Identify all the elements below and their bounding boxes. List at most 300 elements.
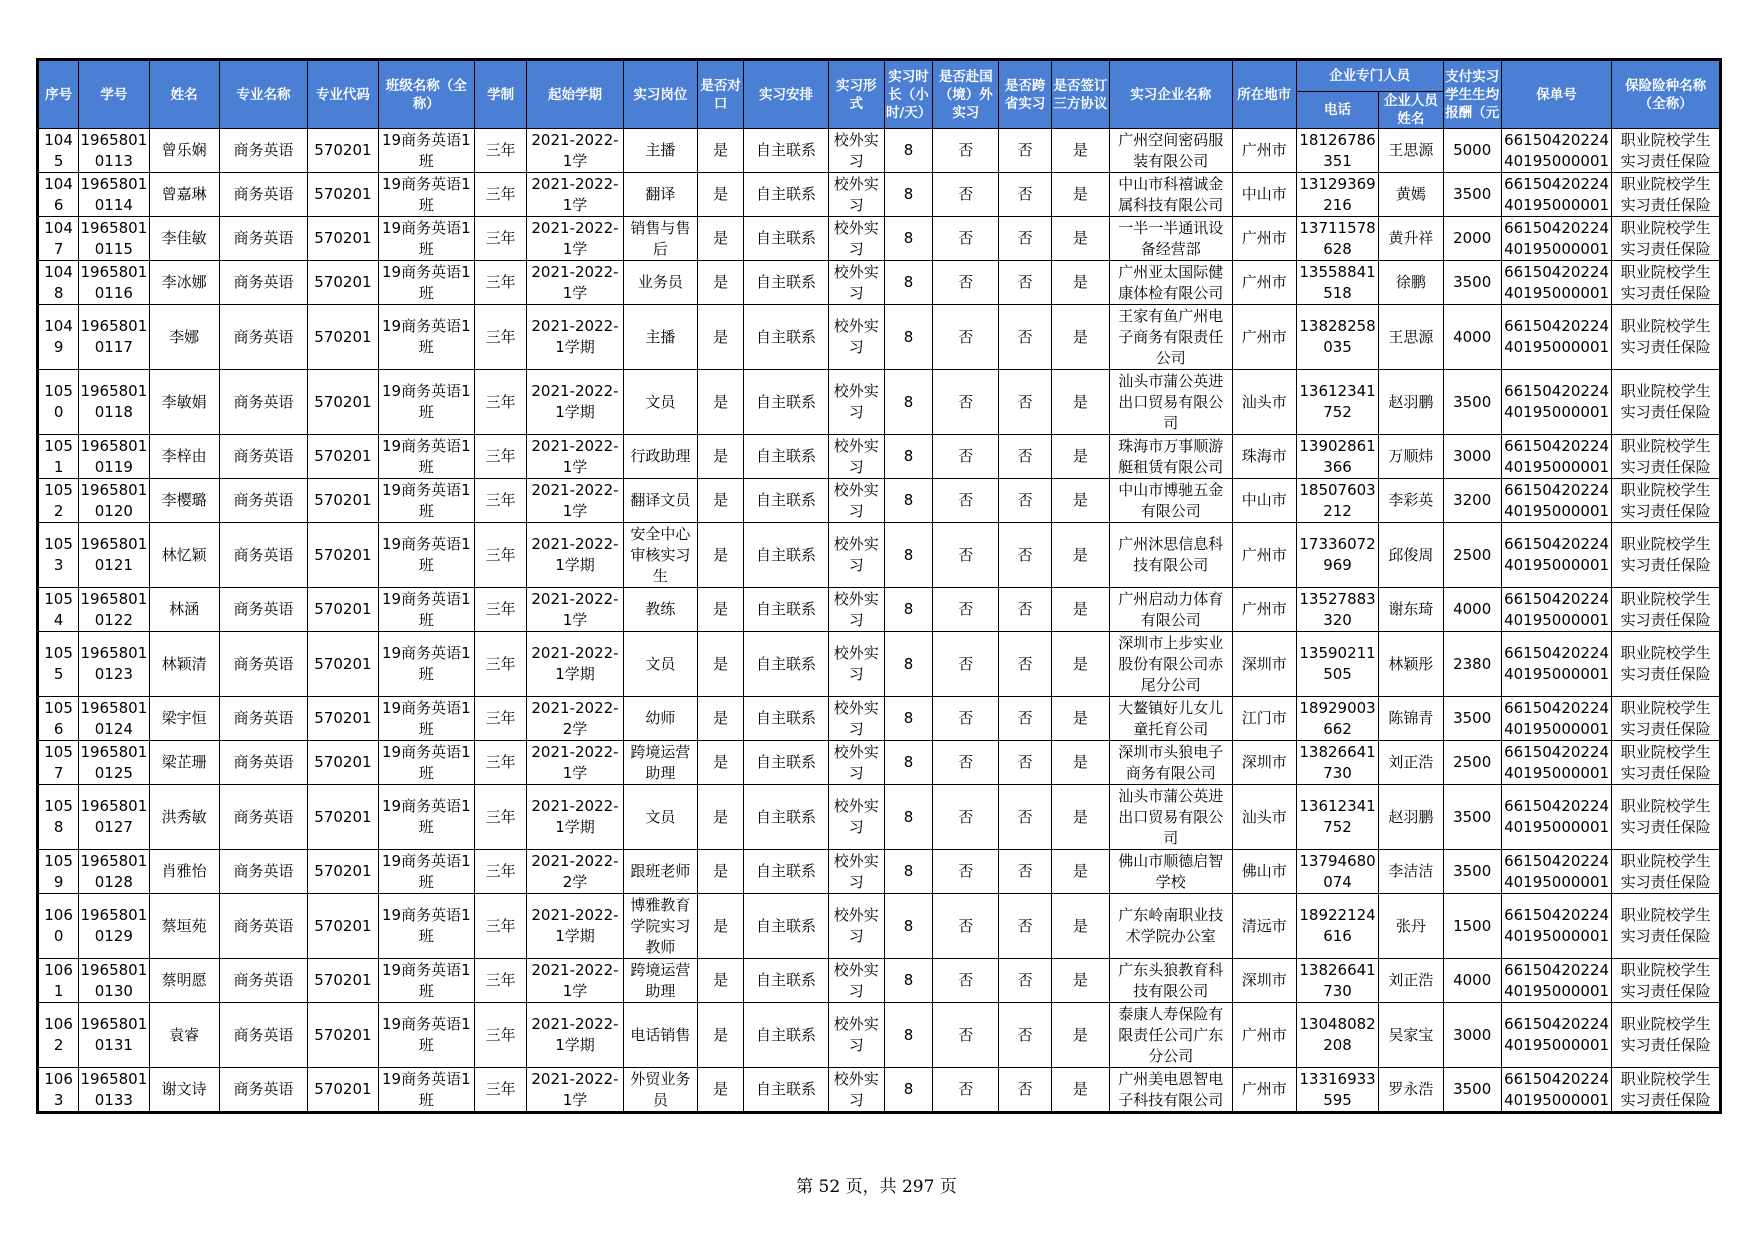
- cell-company: 一半一半通讯设备经营部: [1109, 217, 1232, 261]
- cell-class-name: 19商务英语1班: [378, 850, 474, 894]
- cell-start-term: 2021-2022-1学期: [527, 370, 623, 435]
- table-row: [39, 370, 1720, 435]
- cell-class-name: 19商务英语1班: [378, 523, 474, 588]
- header-row-1: [39, 61, 1720, 92]
- cell-matched: 是: [698, 261, 744, 305]
- cell-start-term: 2021-2022-1学期: [527, 1003, 623, 1068]
- cell-matched: 是: [698, 129, 744, 173]
- cell-insurance: 职业院校学生实习责任保险: [1612, 697, 1720, 741]
- cell-duration: 三年: [475, 632, 527, 697]
- cell-cross-province: 否: [999, 523, 1051, 588]
- cell-arrangement: 自主联系: [744, 588, 828, 632]
- cell-major-code: 570201: [308, 697, 378, 741]
- cell-name: 林忆颖: [149, 523, 219, 588]
- cell-city: 广州市: [1232, 1068, 1296, 1112]
- cell-seq: 1049: [39, 305, 79, 370]
- cell-tripartite: 是: [1051, 435, 1109, 479]
- cell-student-id: 19658010127: [79, 785, 149, 850]
- cell-abroad: 否: [933, 785, 999, 850]
- cell-position: 幼师: [623, 697, 697, 741]
- header-city: 所在地市: [1232, 61, 1296, 129]
- cell-hours: 8: [884, 697, 932, 741]
- cell-major-code: 570201: [308, 173, 378, 217]
- cell-policy-no: 6615042022440195000001: [1501, 697, 1612, 741]
- cell-matched: 是: [698, 173, 744, 217]
- cell-start-term: 2021-2022-1学: [527, 217, 623, 261]
- cell-class-name: 19商务英语1班: [378, 588, 474, 632]
- cell-policy-no: 6615042022440195000001: [1501, 959, 1612, 1003]
- cell-arrangement: 自主联系: [744, 785, 828, 850]
- header-company: 实习企业名称: [1109, 61, 1232, 129]
- cell-major-code: 570201: [308, 217, 378, 261]
- cell-duration: 三年: [475, 523, 527, 588]
- cell-cross-province: 否: [999, 173, 1051, 217]
- table-row: [39, 129, 1720, 173]
- cell-arrangement: 自主联系: [744, 217, 828, 261]
- cell-start-term: 2021-2022-1学: [527, 741, 623, 785]
- cell-class-name: 19商务英语1班: [378, 370, 474, 435]
- cell-arrangement: 自主联系: [744, 1003, 828, 1068]
- cell-hours: 8: [884, 435, 932, 479]
- cell-staff-name: 陈锦青: [1379, 697, 1443, 741]
- cell-seq: 1060: [39, 894, 79, 959]
- header-name: 姓名: [149, 61, 219, 129]
- cell-arrangement: 自主联系: [744, 370, 828, 435]
- cell-tripartite: 是: [1051, 785, 1109, 850]
- cell-staff-name: 王思源: [1379, 305, 1443, 370]
- cell-duration: 三年: [475, 1003, 527, 1068]
- cell-policy-no: 6615042022440195000001: [1501, 588, 1612, 632]
- cell-start-term: 2021-2022-1学: [527, 173, 623, 217]
- cell-company: 佛山市顺德启智学校: [1109, 850, 1232, 894]
- cell-arrangement: 自主联系: [744, 741, 828, 785]
- cell-phone: 13826641730: [1296, 959, 1378, 1003]
- cell-abroad: 否: [933, 1003, 999, 1068]
- cell-policy-no: 6615042022440195000001: [1501, 305, 1612, 370]
- cell-tripartite: 是: [1051, 261, 1109, 305]
- cell-start-term: 2021-2022-2学: [527, 697, 623, 741]
- cell-abroad: 否: [933, 261, 999, 305]
- header-abroad: 是否赴国（境）外实习: [933, 61, 999, 129]
- cell-seq: 1050: [39, 370, 79, 435]
- cell-name: 李佳敏: [149, 217, 219, 261]
- cell-student-id: 19658010121: [79, 523, 149, 588]
- cell-abroad: 否: [933, 741, 999, 785]
- table-row: [39, 217, 1720, 261]
- cell-major-code: 570201: [308, 850, 378, 894]
- header-duration: 学制: [475, 61, 527, 129]
- cell-tripartite: 是: [1051, 1003, 1109, 1068]
- cell-major: 商务英语: [219, 173, 307, 217]
- cell-student-id: 19658010117: [79, 305, 149, 370]
- table-row: [39, 523, 1720, 588]
- cell-policy-no: 6615042022440195000001: [1501, 479, 1612, 523]
- cell-city: 广州市: [1232, 261, 1296, 305]
- cell-matched: 是: [698, 370, 744, 435]
- cell-class-name: 19商务英语1班: [378, 741, 474, 785]
- cell-abroad: 否: [933, 894, 999, 959]
- cell-class-name: 19商务英语1班: [378, 435, 474, 479]
- cell-matched: 是: [698, 959, 744, 1003]
- table-row: [39, 894, 1720, 959]
- cell-insurance: 职业院校学生实习责任保险: [1612, 305, 1720, 370]
- cell-company: 泰康人寿保险有限责任公司广东分公司: [1109, 1003, 1232, 1068]
- header-policy-no: 保单号: [1501, 61, 1612, 129]
- cell-duration: 三年: [475, 959, 527, 1003]
- cell-policy-no: 6615042022440195000001: [1501, 173, 1612, 217]
- cell-matched: 是: [698, 305, 744, 370]
- cell-seq: 1057: [39, 741, 79, 785]
- cell-cross-province: 否: [999, 785, 1051, 850]
- cell-arrangement: 自主联系: [744, 632, 828, 697]
- cell-start-term: 2021-2022-1学: [527, 959, 623, 1003]
- cell-name: 林颖清: [149, 632, 219, 697]
- cell-seq: 1056: [39, 697, 79, 741]
- cell-hours: 8: [884, 1068, 932, 1112]
- cell-policy-no: 6615042022440195000001: [1501, 741, 1612, 785]
- cell-hours: 8: [884, 850, 932, 894]
- cell-duration: 三年: [475, 741, 527, 785]
- cell-insurance: 职业院校学生实习责任保险: [1612, 850, 1720, 894]
- table-row: [39, 850, 1720, 894]
- cell-insurance: 职业院校学生实习责任保险: [1612, 894, 1720, 959]
- cell-name: 蔡垣苑: [149, 894, 219, 959]
- cell-form: 校外实习: [828, 1068, 884, 1112]
- cell-name: 曾乐娴: [149, 129, 219, 173]
- cell-cross-province: 否: [999, 894, 1051, 959]
- cell-cross-province: 否: [999, 217, 1051, 261]
- cell-hours: 8: [884, 785, 932, 850]
- cell-student-id: 19658010114: [79, 173, 149, 217]
- cell-student-id: 19658010123: [79, 632, 149, 697]
- cell-matched: 是: [698, 479, 744, 523]
- internship-table-container: [36, 58, 1722, 1114]
- header-hours: 实习时长（小时/天）: [884, 61, 932, 129]
- cell-arrangement: 自主联系: [744, 305, 828, 370]
- cell-pay: 2000: [1443, 217, 1501, 261]
- header-pay: 支付实习学生生均报酬（元: [1443, 61, 1501, 129]
- cell-tripartite: 是: [1051, 959, 1109, 1003]
- cell-student-id: 19658010116: [79, 261, 149, 305]
- cell-pay: 3500: [1443, 261, 1501, 305]
- cell-major-code: 570201: [308, 261, 378, 305]
- cell-policy-no: 6615042022440195000001: [1501, 370, 1612, 435]
- cell-position: 跨境运营助理: [623, 959, 697, 1003]
- table-row: [39, 632, 1720, 697]
- cell-matched: 是: [698, 435, 744, 479]
- cell-seq: 1046: [39, 173, 79, 217]
- cell-insurance: 职业院校学生实习责任保险: [1612, 523, 1720, 588]
- cell-matched: 是: [698, 741, 744, 785]
- cell-abroad: 否: [933, 435, 999, 479]
- table-row: [39, 261, 1720, 305]
- cell-insurance: 职业院校学生实习责任保险: [1612, 959, 1720, 1003]
- cell-cross-province: 否: [999, 261, 1051, 305]
- cell-abroad: 否: [933, 217, 999, 261]
- cell-arrangement: 自主联系: [744, 173, 828, 217]
- cell-matched: 是: [698, 697, 744, 741]
- cell-position: 文员: [623, 632, 697, 697]
- cell-matched: 是: [698, 894, 744, 959]
- cell-class-name: 19商务英语1班: [378, 1003, 474, 1068]
- cell-company: 中山市博驰五金有限公司: [1109, 479, 1232, 523]
- cell-cross-province: 否: [999, 370, 1051, 435]
- cell-tripartite: 是: [1051, 173, 1109, 217]
- cell-student-id: 19658010131: [79, 1003, 149, 1068]
- cell-city: 广州市: [1232, 129, 1296, 173]
- cell-name: 李敏娟: [149, 370, 219, 435]
- cell-tripartite: 是: [1051, 523, 1109, 588]
- table-row: [39, 741, 1720, 785]
- cell-policy-no: 6615042022440195000001: [1501, 435, 1612, 479]
- cell-duration: 三年: [475, 173, 527, 217]
- cell-city: 中山市: [1232, 173, 1296, 217]
- header-phone: 电话: [1296, 92, 1378, 129]
- cell-tripartite: 是: [1051, 632, 1109, 697]
- cell-start-term: 2021-2022-1学: [527, 588, 623, 632]
- cell-start-term: 2021-2022-1学期: [527, 523, 623, 588]
- cell-hours: 8: [884, 588, 932, 632]
- cell-phone: 13316933595: [1296, 1068, 1378, 1112]
- cell-matched: 是: [698, 523, 744, 588]
- cell-name: 曾嘉琳: [149, 173, 219, 217]
- cell-abroad: 否: [933, 697, 999, 741]
- cell-pay: 3500: [1443, 173, 1501, 217]
- cell-phone: 13612341752: [1296, 370, 1378, 435]
- cell-city: 广州市: [1232, 523, 1296, 588]
- cell-position: 博雅教育学院实习教师: [623, 894, 697, 959]
- header-tripartite: 是否签订三方协议: [1051, 61, 1109, 129]
- cell-major-code: 570201: [308, 959, 378, 1003]
- cell-company: 汕头市蒲公英进出口贸易有限公司: [1109, 785, 1232, 850]
- cell-class-name: 19商务英语1班: [378, 261, 474, 305]
- cell-cross-province: 否: [999, 632, 1051, 697]
- cell-matched: 是: [698, 850, 744, 894]
- cell-phone: 13902861366: [1296, 435, 1378, 479]
- cell-staff-name: 张丹: [1379, 894, 1443, 959]
- cell-student-id: 19658010128: [79, 850, 149, 894]
- cell-name: 袁睿: [149, 1003, 219, 1068]
- cell-major-code: 570201: [308, 1003, 378, 1068]
- cell-duration: 三年: [475, 588, 527, 632]
- cell-pay: 3500: [1443, 850, 1501, 894]
- cell-hours: 8: [884, 1003, 932, 1068]
- cell-phone: 18922124616: [1296, 894, 1378, 959]
- cell-staff-name: 吴家宝: [1379, 1003, 1443, 1068]
- cell-cross-province: 否: [999, 959, 1051, 1003]
- cell-city: 珠海市: [1232, 435, 1296, 479]
- cell-company: 广州美电恩智电子科技有限公司: [1109, 1068, 1232, 1112]
- cell-city: 广州市: [1232, 217, 1296, 261]
- cell-arrangement: 自主联系: [744, 129, 828, 173]
- cell-abroad: 否: [933, 370, 999, 435]
- cell-start-term: 2021-2022-1学: [527, 129, 623, 173]
- cell-duration: 三年: [475, 305, 527, 370]
- cell-seq: 1055: [39, 632, 79, 697]
- cell-position: 翻译文员: [623, 479, 697, 523]
- cell-start-term: 2021-2022-1学期: [527, 785, 623, 850]
- cell-form: 校外实习: [828, 959, 884, 1003]
- cell-tripartite: 是: [1051, 479, 1109, 523]
- table-row: [39, 173, 1720, 217]
- cell-company: 深圳市上步实业股份有限公司赤尾分公司: [1109, 632, 1232, 697]
- cell-matched: 是: [698, 217, 744, 261]
- cell-cross-province: 否: [999, 435, 1051, 479]
- cell-name: 李樱璐: [149, 479, 219, 523]
- cell-staff-name: 林颖彤: [1379, 632, 1443, 697]
- cell-position: 外贸业务员: [623, 1068, 697, 1112]
- cell-phone: 13828258035: [1296, 305, 1378, 370]
- cell-pay: 3500: [1443, 370, 1501, 435]
- cell-position: 文员: [623, 370, 697, 435]
- table-row: [39, 479, 1720, 523]
- cell-major-code: 570201: [308, 1068, 378, 1112]
- cell-major: 商务英语: [219, 370, 307, 435]
- cell-hours: 8: [884, 217, 932, 261]
- cell-hours: 8: [884, 479, 932, 523]
- header-seq: 序号: [39, 61, 79, 129]
- cell-tripartite: 是: [1051, 305, 1109, 370]
- cell-form: 校外实习: [828, 217, 884, 261]
- cell-staff-name: 赵羽鹏: [1379, 370, 1443, 435]
- cell-pay: 2500: [1443, 741, 1501, 785]
- cell-policy-no: 6615042022440195000001: [1501, 217, 1612, 261]
- cell-insurance: 职业院校学生实习责任保险: [1612, 588, 1720, 632]
- cell-cross-province: 否: [999, 741, 1051, 785]
- cell-tripartite: 是: [1051, 894, 1109, 959]
- cell-cross-province: 否: [999, 479, 1051, 523]
- cell-hours: 8: [884, 741, 932, 785]
- cell-duration: 三年: [475, 435, 527, 479]
- cell-staff-name: 罗永浩: [1379, 1068, 1443, 1112]
- table-row: [39, 785, 1720, 850]
- cell-arrangement: 自主联系: [744, 697, 828, 741]
- cell-name: 李冰娜: [149, 261, 219, 305]
- cell-phone: 18507603212: [1296, 479, 1378, 523]
- cell-duration: 三年: [475, 217, 527, 261]
- cell-cross-province: 否: [999, 1003, 1051, 1068]
- cell-duration: 三年: [475, 850, 527, 894]
- cell-policy-no: 6615042022440195000001: [1501, 850, 1612, 894]
- table-row: [39, 1068, 1720, 1112]
- header-staff-name: 企业人员姓名: [1379, 92, 1443, 129]
- cell-student-id: 19658010113: [79, 129, 149, 173]
- cell-insurance: 职业院校学生实习责任保险: [1612, 261, 1720, 305]
- cell-phone: 17336072969: [1296, 523, 1378, 588]
- cell-class-name: 19商务英语1班: [378, 959, 474, 1003]
- cell-insurance: 职业院校学生实习责任保险: [1612, 217, 1720, 261]
- cell-tripartite: 是: [1051, 129, 1109, 173]
- cell-staff-name: 邱俊周: [1379, 523, 1443, 588]
- cell-form: 校外实习: [828, 894, 884, 959]
- table-row: [39, 435, 1720, 479]
- cell-form: 校外实习: [828, 697, 884, 741]
- cell-student-id: 19658010124: [79, 697, 149, 741]
- cell-tripartite: 是: [1051, 850, 1109, 894]
- cell-name: 梁宇恒: [149, 697, 219, 741]
- cell-city: 汕头市: [1232, 370, 1296, 435]
- cell-policy-no: 6615042022440195000001: [1501, 894, 1612, 959]
- cell-name: 肖雅怡: [149, 850, 219, 894]
- cell-insurance: 职业院校学生实习责任保险: [1612, 1003, 1720, 1068]
- cell-position: 文员: [623, 785, 697, 850]
- cell-start-term: 2021-2022-1学期: [527, 632, 623, 697]
- cell-hours: 8: [884, 305, 932, 370]
- cell-form: 校外实习: [828, 741, 884, 785]
- cell-major-code: 570201: [308, 632, 378, 697]
- cell-duration: 三年: [475, 697, 527, 741]
- cell-phone: 13612341752: [1296, 785, 1378, 850]
- cell-start-term: 2021-2022-1学期: [527, 894, 623, 959]
- cell-staff-name: 赵羽鹏: [1379, 785, 1443, 850]
- header-form: 实习形式: [828, 61, 884, 129]
- cell-position: 业务员: [623, 261, 697, 305]
- cell-staff-name: 李洁洁: [1379, 850, 1443, 894]
- cell-policy-no: 6615042022440195000001: [1501, 632, 1612, 697]
- cell-insurance: 职业院校学生实习责任保险: [1612, 479, 1720, 523]
- cell-insurance: 职业院校学生实习责任保险: [1612, 129, 1720, 173]
- cell-city: 深圳市: [1232, 959, 1296, 1003]
- cell-form: 校外实习: [828, 523, 884, 588]
- cell-abroad: 否: [933, 1068, 999, 1112]
- header-start-term: 起始学期: [527, 61, 623, 129]
- cell-form: 校外实习: [828, 785, 884, 850]
- cell-pay: 4000: [1443, 588, 1501, 632]
- cell-start-term: 2021-2022-1学: [527, 479, 623, 523]
- cell-major: 商务英语: [219, 894, 307, 959]
- cell-duration: 三年: [475, 894, 527, 959]
- cell-form: 校外实习: [828, 261, 884, 305]
- cell-seq: 1061: [39, 959, 79, 1003]
- cell-major: 商务英语: [219, 1003, 307, 1068]
- cell-pay: 4000: [1443, 959, 1501, 1003]
- cell-phone: 13527883320: [1296, 588, 1378, 632]
- cell-policy-no: 6615042022440195000001: [1501, 1003, 1612, 1068]
- cell-pay: 3500: [1443, 1068, 1501, 1112]
- cell-major: 商务英语: [219, 697, 307, 741]
- cell-staff-name: 谢东琦: [1379, 588, 1443, 632]
- cell-tripartite: 是: [1051, 217, 1109, 261]
- table-body: [39, 129, 1720, 1112]
- cell-name: 林涵: [149, 588, 219, 632]
- cell-policy-no: 6615042022440195000001: [1501, 785, 1612, 850]
- header-matched: 是否对口: [698, 61, 744, 129]
- cell-position: 跟班老师: [623, 850, 697, 894]
- cell-major: 商务英语: [219, 129, 307, 173]
- cell-phone: 18126786351: [1296, 129, 1378, 173]
- cell-tripartite: 是: [1051, 697, 1109, 741]
- cell-insurance: 职业院校学生实习责任保险: [1612, 370, 1720, 435]
- cell-major: 商务英语: [219, 741, 307, 785]
- cell-start-term: 2021-2022-1学期: [527, 305, 623, 370]
- cell-major-code: 570201: [308, 129, 378, 173]
- cell-position: 安全中心审核实习生: [623, 523, 697, 588]
- cell-hours: 8: [884, 173, 932, 217]
- cell-phone: 13590211505: [1296, 632, 1378, 697]
- cell-start-term: 2021-2022-1学: [527, 435, 623, 479]
- cell-class-name: 19商务英语1班: [378, 785, 474, 850]
- cell-duration: 三年: [475, 1068, 527, 1112]
- cell-class-name: 19商务英语1班: [378, 894, 474, 959]
- cell-phone: 13826641730: [1296, 741, 1378, 785]
- cell-tripartite: 是: [1051, 741, 1109, 785]
- cell-class-name: 19商务英语1班: [378, 479, 474, 523]
- cell-hours: 8: [884, 632, 932, 697]
- cell-duration: 三年: [475, 785, 527, 850]
- cell-company: 王家有鱼广州电子商务有限责任公司: [1109, 305, 1232, 370]
- cell-major: 商务英语: [219, 1068, 307, 1112]
- table-row: [39, 959, 1720, 1003]
